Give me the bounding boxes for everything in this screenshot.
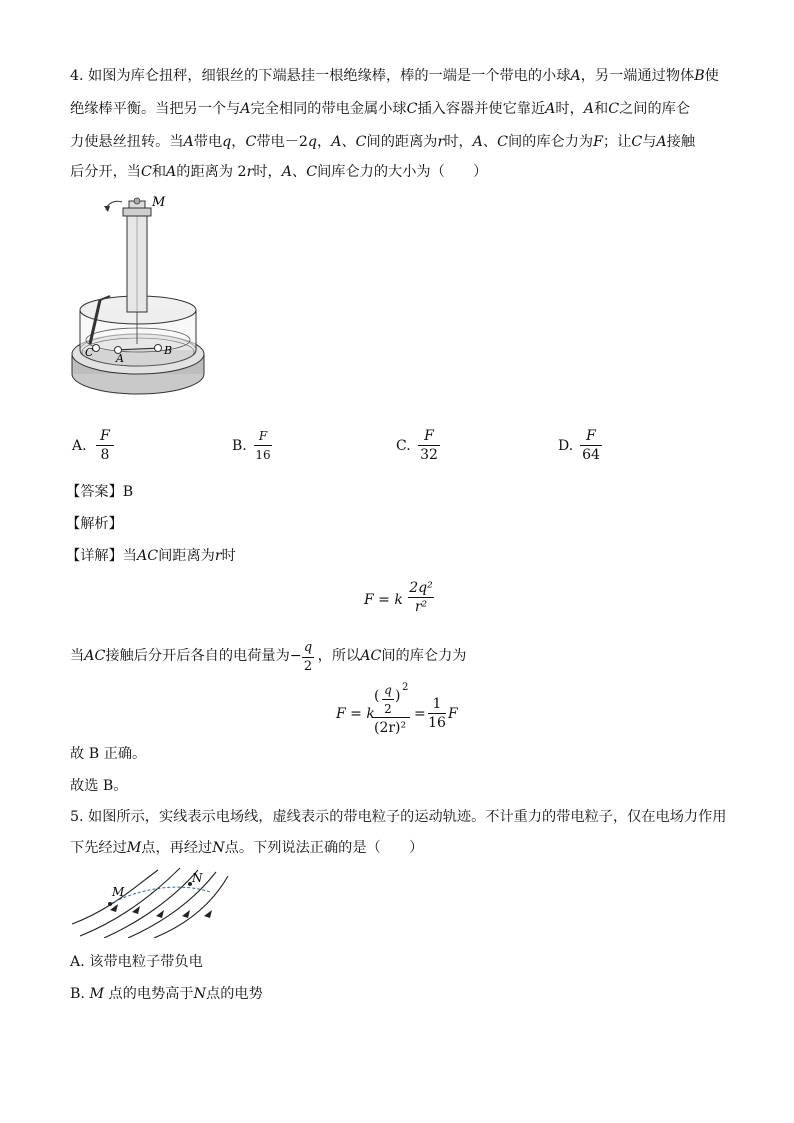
answer-line: 【答案】B bbox=[66, 484, 134, 500]
q4-line-4: 后分开，当C和A的距离为 2r时，A、C间库仑力的大小为（ ） bbox=[70, 164, 488, 180]
q4-option-a-fraction: F 8 bbox=[96, 428, 114, 463]
q4-option-b-fraction: F 16 bbox=[255, 429, 271, 462]
detail-line-1: 【详解】当AC间距离为r时 bbox=[66, 548, 236, 564]
q5-line-2: 下先经过M点，再经过N点。下列说法正确的是（ ） bbox=[70, 840, 424, 856]
fig-label-N5: N bbox=[192, 871, 203, 885]
field-lines-figure bbox=[70, 866, 230, 938]
fig-label-A: A bbox=[116, 352, 124, 365]
q4-line-1: 4. 如图为库仑扭秤，细银丝的下端悬挂一根绝缘棒，棒的一端是一个带电的小球A，另一端通过物体B使 bbox=[70, 68, 719, 84]
fig-label-C: C bbox=[85, 346, 94, 359]
fig-label-M5: M bbox=[112, 885, 125, 899]
q5-option-a[interactable]: A. 该带电粒子带负电 bbox=[70, 954, 203, 970]
choose-line: 故选 B。 bbox=[70, 778, 128, 794]
conclusion-line: 故 B 正确。 bbox=[70, 746, 147, 762]
charge-fraction: q 2 bbox=[303, 640, 313, 674]
q4-line-2: 绝缘棒平衡。当把另一个与A完全相同的带电金属小球C插入容器并使它靠近A时，A和C之间的库仑 bbox=[70, 101, 691, 117]
torsion-balance-figure bbox=[66, 192, 216, 402]
q4-line-3: 力使悬丝扭转。当A带电q，C带电－2q，A、C间的距离为r时，A、C间的库仑力为F；让C与A接触 bbox=[70, 134, 696, 150]
equation-2: F = k ( q 2 ) 2 (2r)² = 1 16 F bbox=[336, 682, 458, 736]
q5-option-b[interactable]: B. M 点的电势高于N点的电势 bbox=[70, 986, 263, 1002]
q4-option-d-fraction: F 64 bbox=[580, 428, 602, 463]
q4-option-c-fraction: F 32 bbox=[418, 428, 440, 463]
q5-line-1: 5. 如图所示，实线表示电场线，虚线表示的带电粒子的运动轨迹。不计重力的带电粒子，仅在电场力作用 bbox=[70, 809, 727, 825]
fig-label-B: B bbox=[164, 344, 173, 357]
fig-label-M: M bbox=[152, 195, 166, 210]
detail-line-2: 当AC接触后分开后各自的电荷量为− ，所以AC间的库仑力为 bbox=[70, 648, 467, 664]
analysis-heading: 【解析】 bbox=[66, 516, 123, 532]
